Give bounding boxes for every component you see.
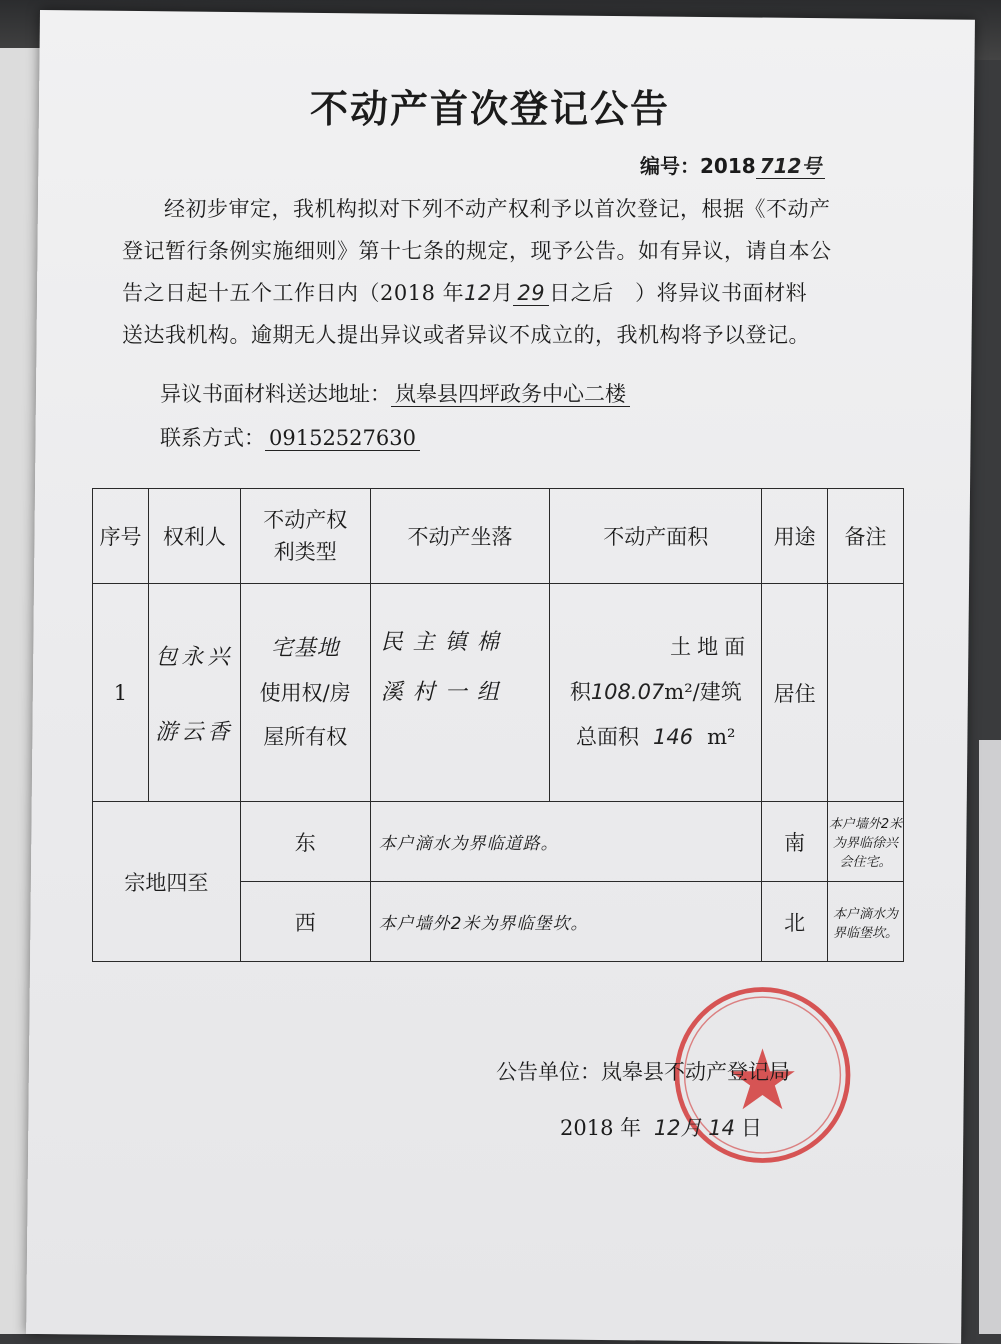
table-row [93,584,904,802]
header-owner: 权利人 [148,489,240,584]
row-right-type: 宅基地 使用权/房屋所有权 [240,584,370,802]
header-location: 不动产坐落 [370,489,550,584]
building-area-handwritten: 146 [653,725,694,749]
issuing-unit: 公告单位：岚皋县不动产登记局 [496,1060,790,1084]
row-usage: 居住 [762,584,828,802]
address-value: 岚皋县四坪政务中心二楼 [391,382,630,407]
header-remark: 备注 [828,489,904,584]
document-title: 不动产首次登记公告 [309,87,670,131]
row-location: 民主镇棉溪村一组 [370,584,550,802]
day-handwritten: 29 [513,281,549,306]
contact-value: 09152527630 [265,426,420,451]
land-area-handwritten: 108.07 [590,680,665,704]
north-value: 本户滴水为界临堡坎。 [828,882,904,962]
header-right-type: 不动产权利类型 [240,489,370,584]
address-line: 异议书面材料送达地址： 岚皋县四坪政务中心二楼 [160,378,630,408]
contact-line: 联系方式： 09152527630 [160,422,420,452]
row-index: 1 [93,584,149,802]
intro-paragraph: 经初步审定，我机构拟对下列不动产权利予以首次登记，根据《不动产 登记暂行条例实施细则》第十七条的规定，现予公告。如有异议，请自本公 告之日起十五个工作日内（2018 年12月 29 日之后 ）将异议书面材料 送达我机构。逾期无人提出异议或者异议不成立的，我机构将予以登记。 [122,197,832,347]
west-label: 西 [240,882,370,962]
row-remark [828,584,904,802]
header-area: 不动产面积 [550,489,762,584]
issue-date-handwritten: 12月 14 [653,1116,735,1140]
east-value: 本户滴水为界临道路。 [370,802,761,882]
row-owners: 包永兴 游云香 [148,584,240,802]
north-label: 北 [762,882,828,962]
table-header-row [93,489,904,584]
row-area: 土地面 积108.07m²/建筑 总面积 146 m² [550,584,762,802]
issue-date: 2018 年 12月 14 日 [560,1116,762,1140]
registration-table [92,488,904,962]
south-value: 本户墙外2米为界临徐兴会住宅。 [828,802,904,882]
east-label: 东 [240,802,370,882]
header-index: 序号 [93,489,149,584]
month-handwritten: 12 [464,281,492,305]
boundary-label: 宗地四至 [93,802,241,962]
boundary-row-east-south [93,802,904,882]
document-number-handwritten: 712号 [756,154,826,179]
background-sheet-right [979,740,1001,1334]
document-number: 编号：2018 712号 [640,150,825,179]
west-value: 本户墙外2米为界临堡坎。 [370,882,761,962]
header-usage: 用途 [762,489,828,584]
south-label: 南 [762,802,828,882]
